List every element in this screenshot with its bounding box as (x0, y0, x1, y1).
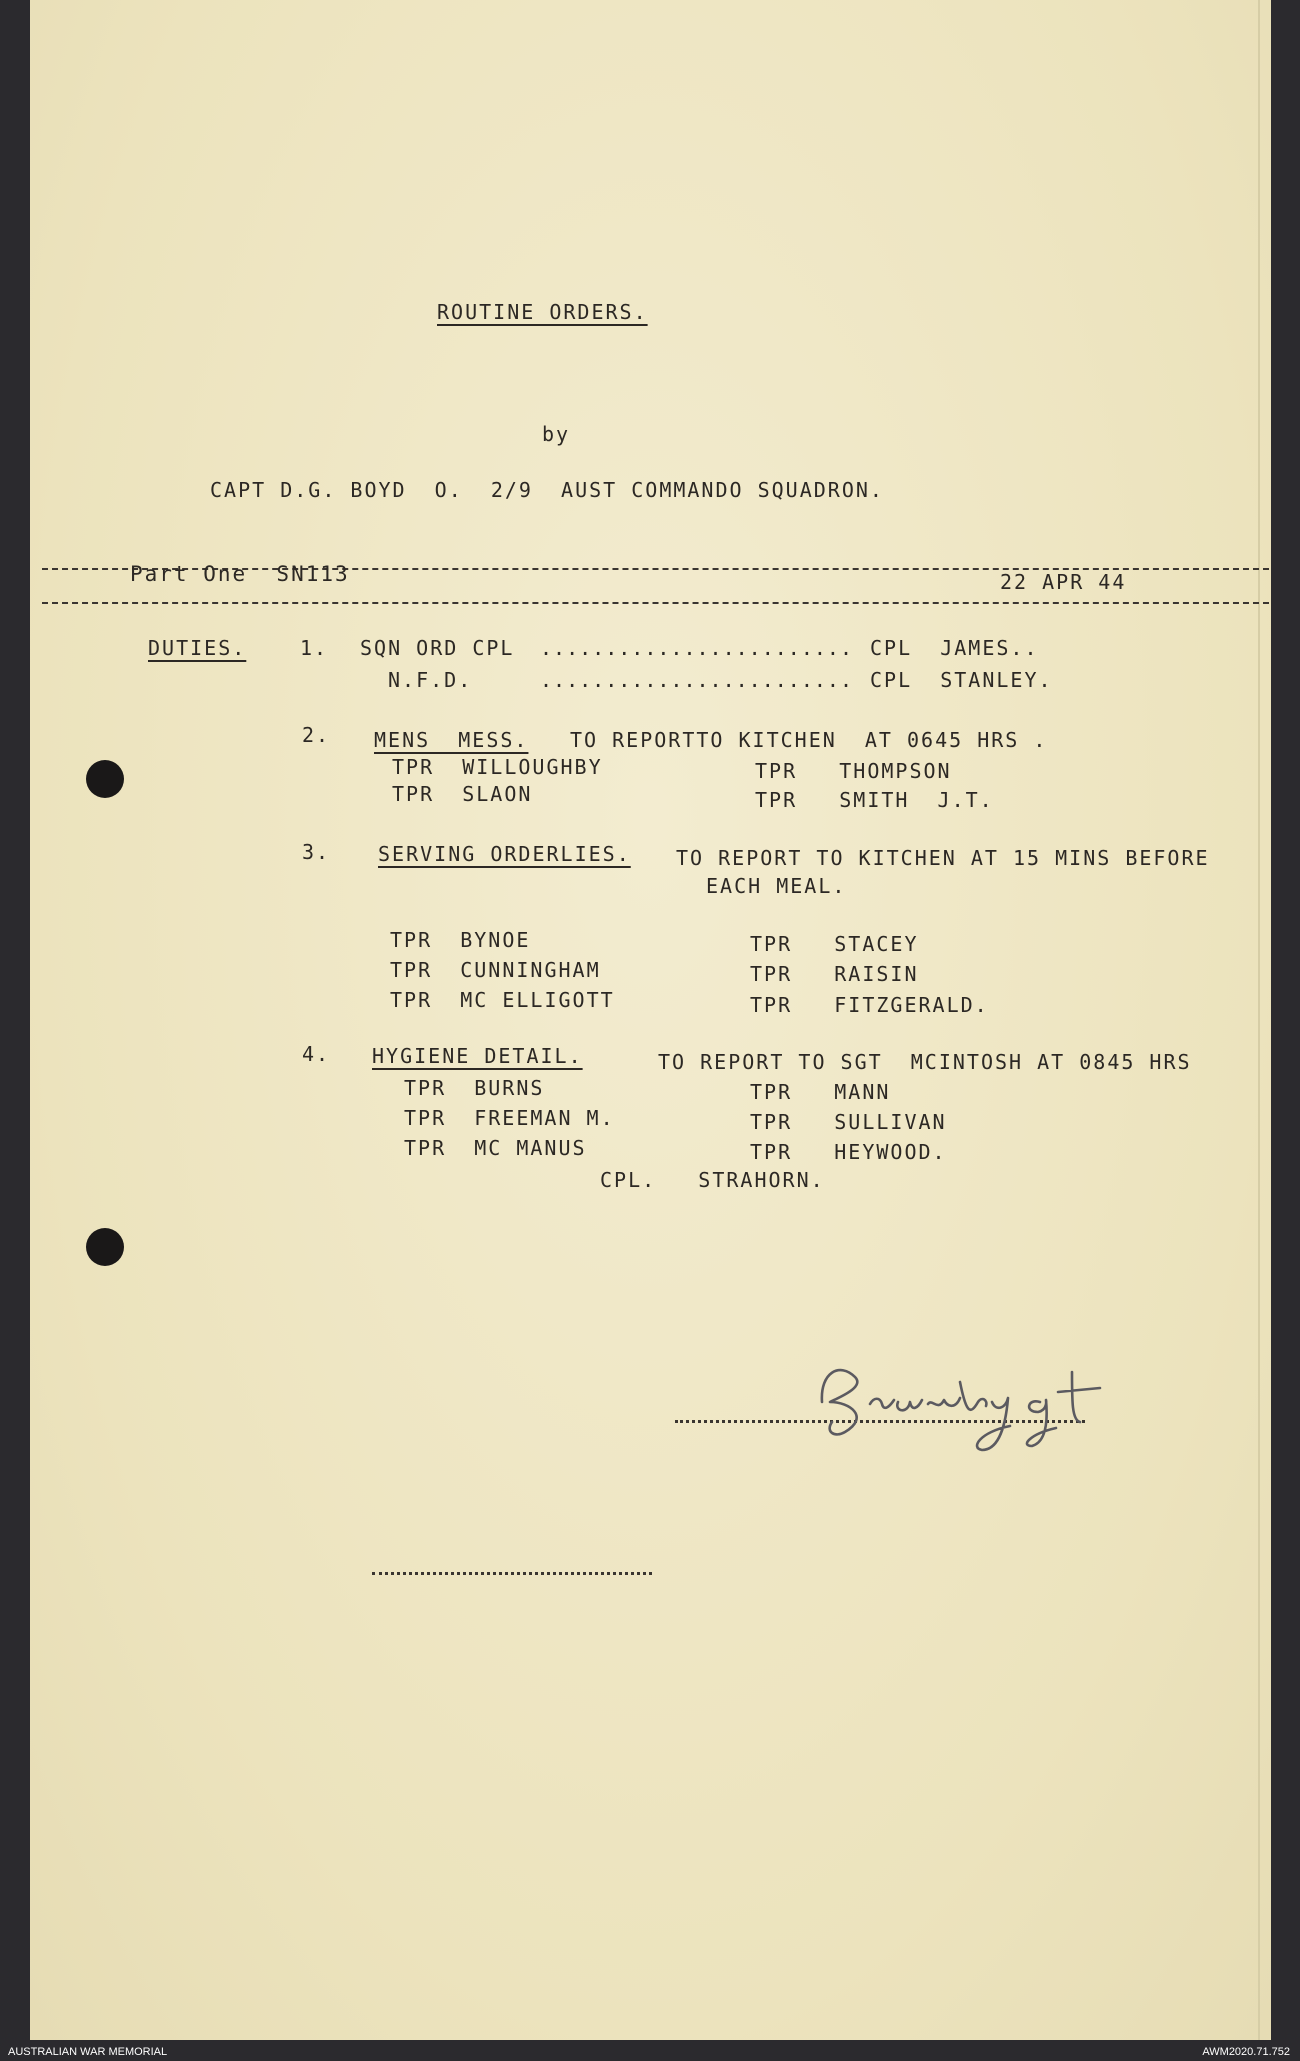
item-4-instruction: TO REPORT TO SGT MCINTOSH AT 0845 HRS (658, 1050, 1192, 1074)
blank-dotted-line (372, 1572, 652, 1575)
item-2-instruction: TO REPORTTO KITCHEN AT 0645 HRS . (570, 728, 1048, 752)
item-1-person-2: CPL STANLEY. (870, 668, 1053, 692)
item-3-heading: SERVING ORDERLIES. (378, 842, 631, 866)
item-4-extra: CPL. STRAHORN. (600, 1168, 825, 1192)
footer-accession-number: AWM2020.71.752 (1202, 2046, 1290, 2058)
item-2-left-1: TPR WILLOUGHBY (392, 755, 603, 779)
item-3-left-3: TPR MC ELLIGOTT (390, 988, 615, 1012)
item-4-left-2: TPR FREEMAN M. (404, 1106, 615, 1130)
document-title: ROUTINE ORDERS. (437, 300, 648, 324)
item-2-heading: MENS MESS. (374, 728, 529, 752)
item-3-right-1: TPR STACEY (750, 932, 919, 956)
issuer-line: CAPT D.G. BOYD O. 2/9 AUST COMMANDO SQUADRON. (210, 478, 884, 502)
item-4-number: 4. (302, 1042, 331, 1066)
item-3-instruction: TO REPORT TO KITCHEN AT 15 MINS BEFORE (676, 846, 1210, 870)
item-1-leader-1: ........................ (540, 636, 853, 660)
document-date: 22 APR 44 (1000, 570, 1127, 594)
item-3-left-1: TPR BYNOE (390, 928, 531, 952)
item-1-duty-1: SQN ORD CPL (360, 636, 515, 660)
item-1-leader-2: ........................ (540, 668, 853, 692)
item-2-left-2: TPR SLAON (392, 782, 533, 806)
section-label: DUTIES. (148, 636, 247, 660)
item-3-number: 3. (302, 840, 331, 864)
item-4-heading: HYGIENE DETAIL. (372, 1044, 583, 1068)
document-page (30, 0, 1271, 2040)
handwritten-signature (810, 1342, 1150, 1462)
by-line: by (542, 422, 571, 446)
item-3-right-3: TPR FITZGERALD. (750, 993, 989, 1017)
punch-hole-bottom (86, 1228, 124, 1266)
item-1-number: 1. (300, 636, 329, 660)
item-4-right-1: TPR MANN (750, 1080, 891, 1104)
item-4-right-3: TPR HEYWOOD. (750, 1140, 947, 1164)
item-3-left-2: TPR CUNNINGHAM (390, 958, 601, 982)
item-4-left-1: TPR BURNS (404, 1076, 545, 1100)
punch-hole-top (86, 760, 124, 798)
rule-bottom (42, 602, 1269, 604)
item-1-person-1: CPL JAMES.. (870, 636, 1039, 660)
page-fold (1258, 0, 1260, 2040)
part-reference: Part One SN113 (130, 562, 350, 586)
item-4-left-3: TPR MC MANUS (404, 1136, 587, 1160)
item-2-number: 2. (302, 723, 331, 747)
footer-institution: AUSTRALIAN WAR MEMORIAL (8, 2046, 168, 2058)
item-2-right-2: TPR SMITH J.T. (755, 788, 994, 812)
item-2-right-1: TPR THOMPSON (755, 759, 952, 783)
item-1-duty-2: N.F.D. (388, 668, 473, 692)
item-4-right-2: TPR SULLIVAN (750, 1110, 947, 1134)
item-3-right-2: TPR RAISIN (750, 962, 919, 986)
item-3-instruction-2: EACH MEAL. (706, 874, 847, 898)
